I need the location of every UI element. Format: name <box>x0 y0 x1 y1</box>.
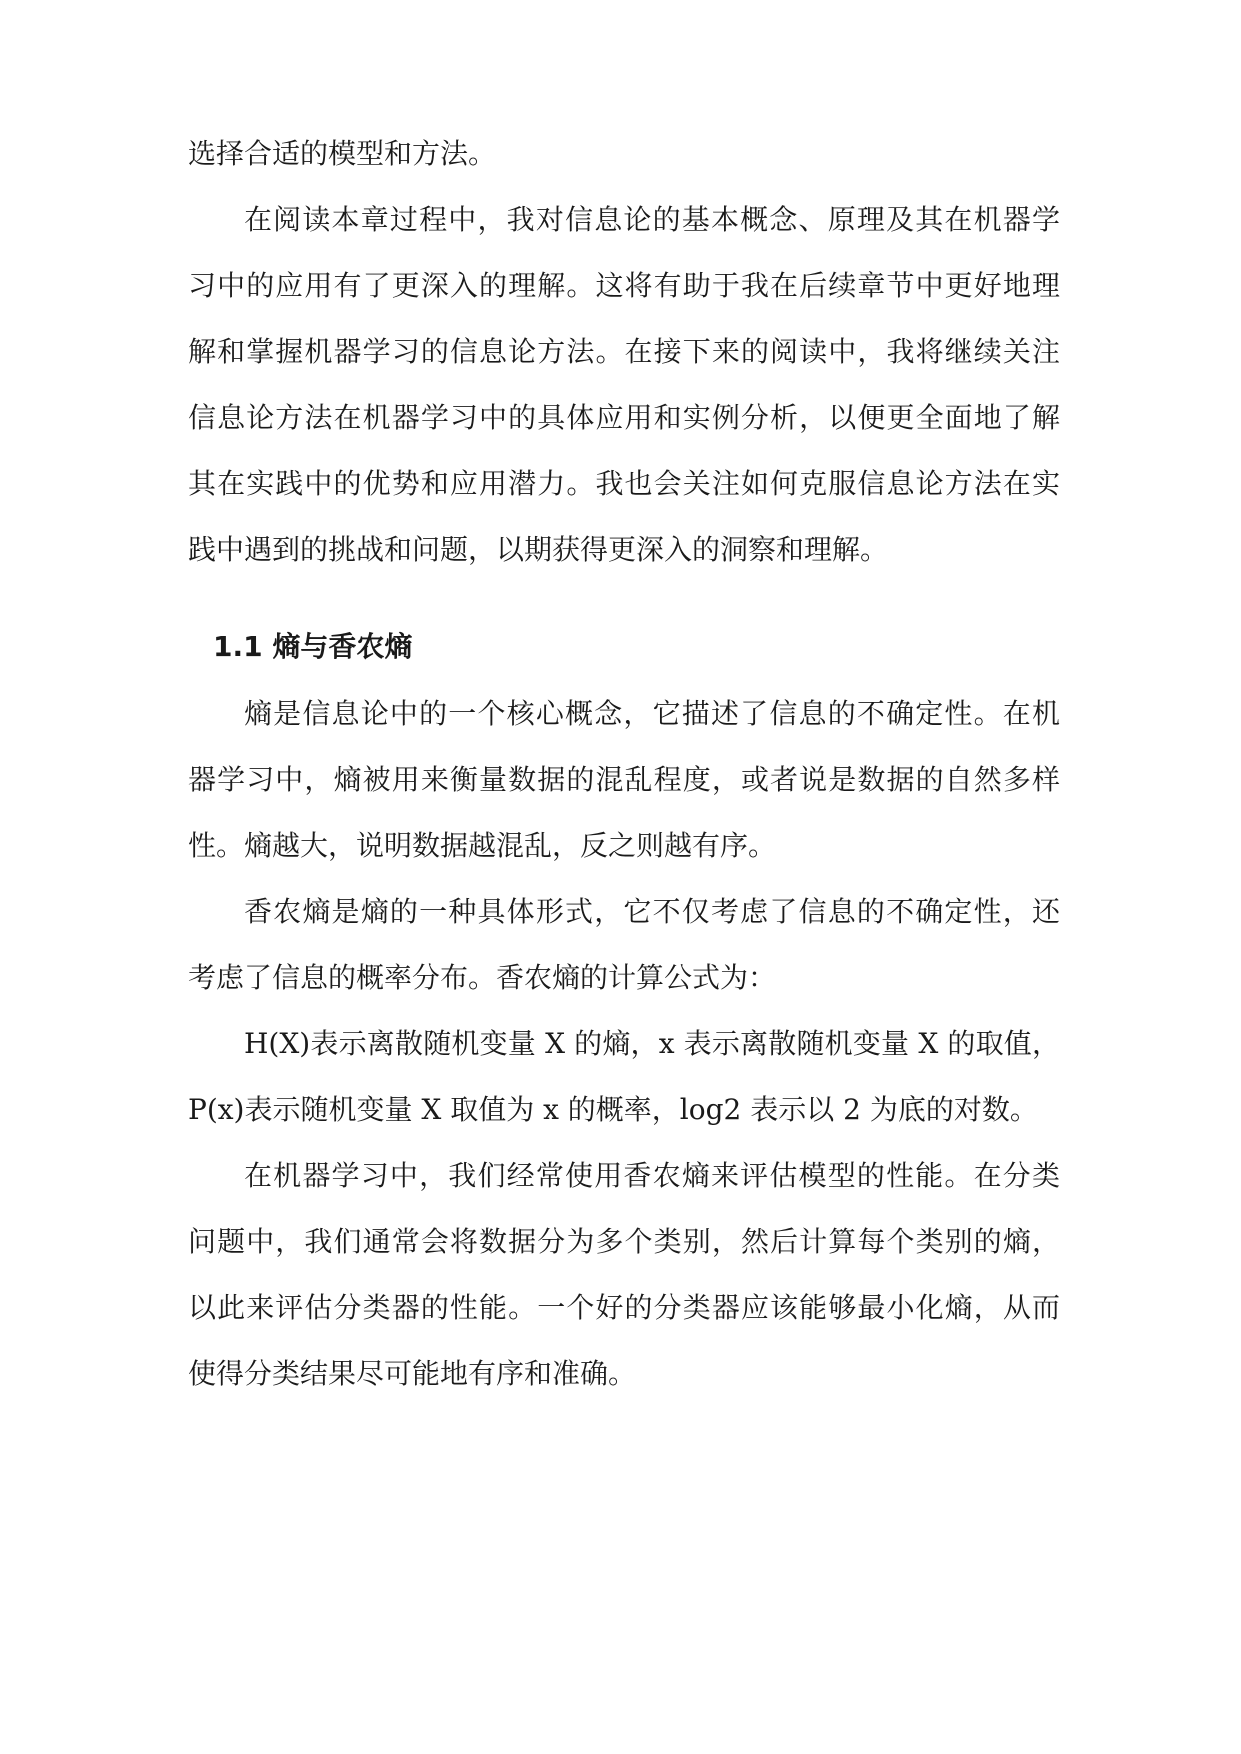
section-heading: 1.1 熵与香农熵 <box>213 630 413 663</box>
text-line: 选择合适的模型和方法。 <box>188 137 497 170</box>
text-line: 考虑了信息的概率分布。香农熵的计算公式为： <box>188 961 777 994</box>
text-line: 使得分类结果尽可能地有序和准确。 <box>188 1357 637 1390</box>
text-line: 性。熵越大，说明数据越混乱，反之则越有序。 <box>188 829 777 862</box>
text-line: P(x)表示随机变量 X 取值为 x 的概率，log2 表示以 2 为底的对数。 <box>188 1093 1038 1126</box>
text-line: 解和掌握机器学习的信息论方法。在接下来的阅读中，我将继续关注 <box>188 335 1060 368</box>
text-line: 其在实践中的优势和应用潜力。我也会关注如何克服信息论方法在实 <box>188 467 1060 500</box>
text-line: 器学习中，熵被用来衡量数据的混乱程度，或者说是数据的自然多样 <box>188 763 1060 796</box>
text-line: 在阅读本章过程中，我对信息论的基本概念、原理及其在机器学 <box>244 203 1060 236</box>
text-line: 习中的应用有了更深入的理解。这将有助于我在后续章节中更好地理 <box>188 269 1060 302</box>
text-line: 在机器学习中，我们经常使用香农熵来评估模型的性能。在分类 <box>244 1159 1060 1192</box>
text-line: H(X)表示离散随机变量 X 的熵，x 表示离散随机变量 X 的取值， <box>244 1027 1060 1060</box>
text-line: 信息论方法在机器学习中的具体应用和实例分析，以便更全面地了解 <box>188 401 1060 434</box>
text-line: 香农熵是熵的一种具体形式，它不仅考虑了信息的不确定性，还 <box>244 895 1060 928</box>
text-line: 熵是信息论中的一个核心概念，它描述了信息的不确定性。在机 <box>244 697 1060 730</box>
text-line: 问题中，我们通常会将数据分为多个类别，然后计算每个类别的熵， <box>188 1225 1060 1258</box>
text-line: 践中遇到的挑战和问题，以期获得更深入的洞察和理解。 <box>188 533 889 566</box>
text-line: 以此来评估分类器的性能。一个好的分类器应该能够最小化熵，从而 <box>188 1291 1060 1324</box>
